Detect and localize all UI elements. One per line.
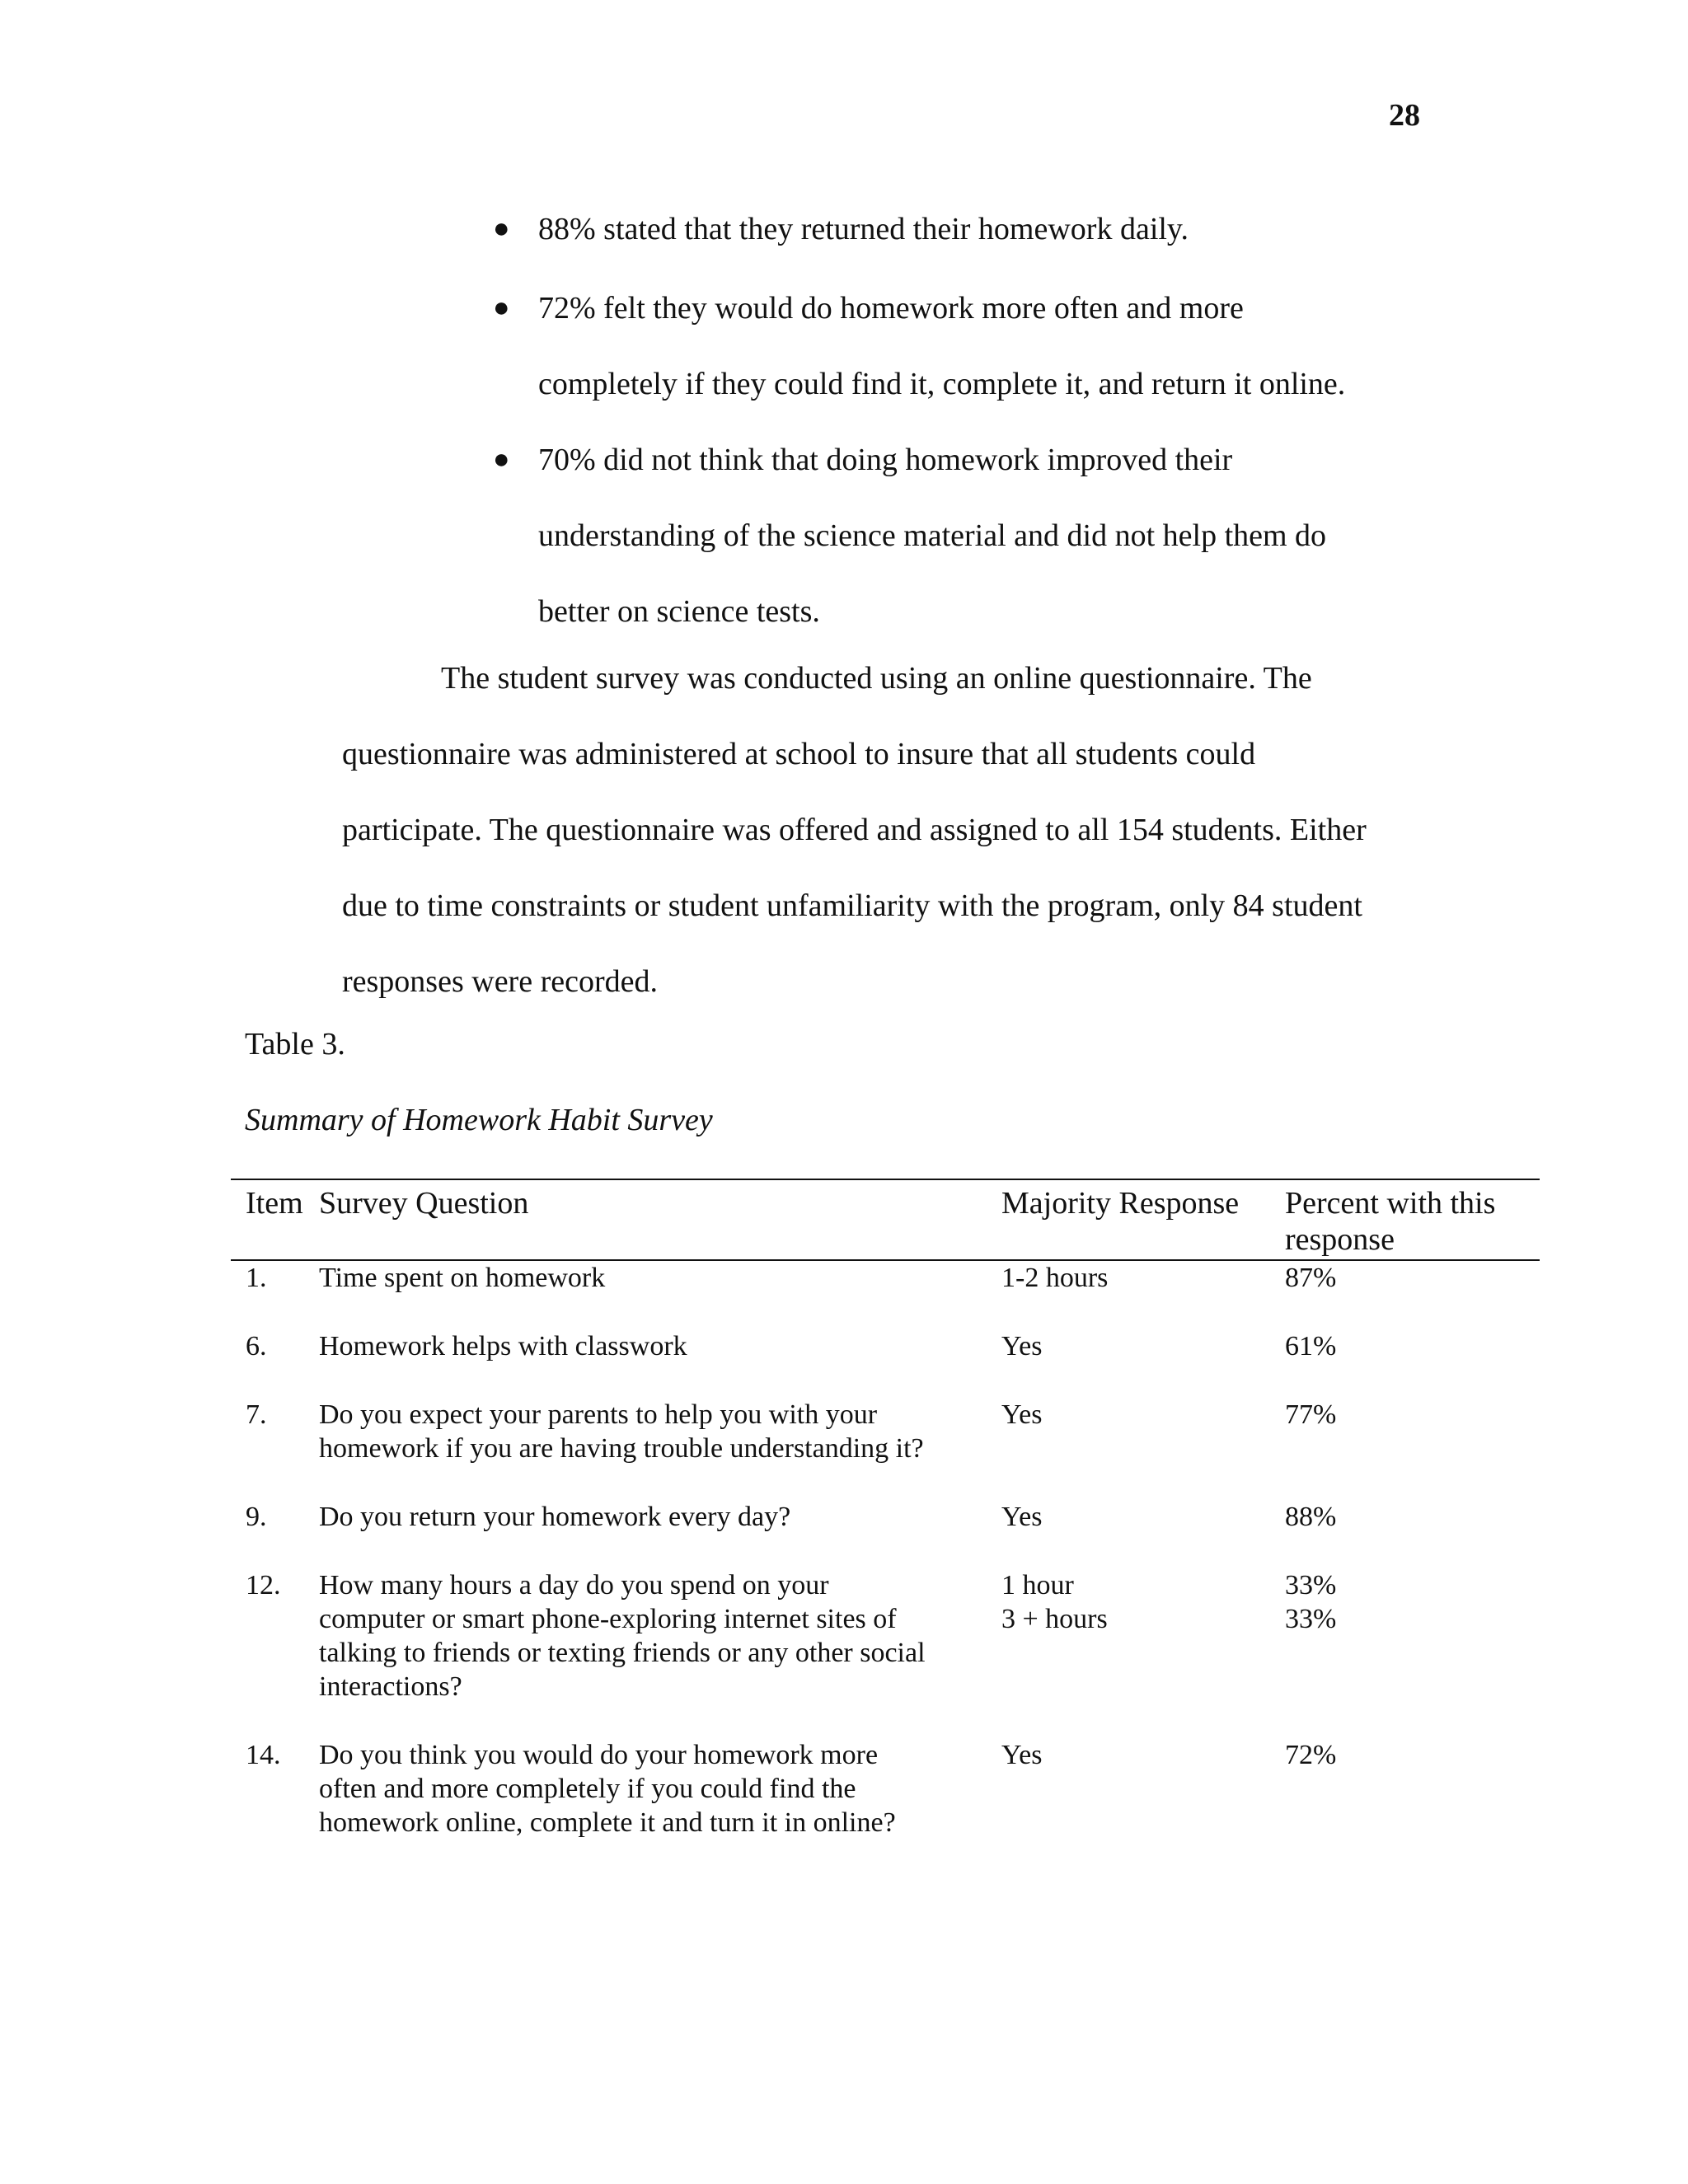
cell-item: 9. bbox=[246, 1502, 267, 1532]
bullet-line: 72% felt they would do homework more often and more bbox=[538, 291, 1244, 326]
bullet-line: 88% stated that they returned their homework daily. bbox=[538, 212, 1189, 246]
header-item: Item bbox=[231, 1179, 304, 1260]
bullet-item bbox=[493, 270, 1482, 422]
cell-item: 1. bbox=[246, 1263, 267, 1293]
cell-item: 6. bbox=[246, 1331, 267, 1361]
bullet-dot-icon: ● bbox=[493, 293, 510, 323]
paragraph-line: questionnaire was administered at school to insure that all students could bbox=[342, 737, 1256, 771]
cell-percent: 72% bbox=[1285, 1740, 1337, 1770]
bullet-line: 70% did not think that doing homework improved their bbox=[538, 443, 1233, 477]
cell-item: 7. bbox=[246, 1399, 267, 1430]
cell-question: How many hours a day do you spend on your computer or smart phone-exploring internet sites of talking to friends or texting friends or any other social interactions? bbox=[319, 1570, 926, 1702]
bullet-line: completely if they could find it, complete it, and return it online. bbox=[538, 367, 1346, 401]
table-row bbox=[231, 1500, 1540, 1568]
cell-response: 1-2 hours bbox=[1001, 1263, 1109, 1293]
page-number: 28 bbox=[1389, 98, 1420, 133]
cell-percent: 77% bbox=[1285, 1399, 1337, 1430]
cell-item: 12. bbox=[246, 1570, 281, 1601]
bullet-item bbox=[493, 422, 1482, 649]
bullet-list bbox=[493, 191, 1482, 649]
cell-response: Yes bbox=[1001, 1502, 1043, 1532]
paragraph-line: responses were recorded. bbox=[342, 964, 658, 999]
paragraph-line: due to time constraints or student unfamiliarity with the program, only 84 student bbox=[342, 888, 1362, 923]
cell-response: Yes bbox=[1001, 1399, 1043, 1430]
cell-percent: 87% bbox=[1285, 1263, 1337, 1293]
bullet-dot-icon: ● bbox=[493, 213, 510, 244]
cell-item: 14. bbox=[246, 1740, 281, 1770]
header-percent: Percent with this response bbox=[1270, 1179, 1540, 1260]
body-paragraph bbox=[342, 640, 1430, 1019]
cell-question: Do you think you would do your homework more often and more completely if you could find the homework online, complete it and turn it in online? bbox=[319, 1740, 896, 1838]
bullet-dot-icon: ● bbox=[493, 444, 510, 475]
survey-table bbox=[231, 1179, 1540, 1874]
table-row bbox=[231, 1568, 1540, 1738]
bullet-item bbox=[493, 191, 1482, 270]
cell-percent: 61% bbox=[1285, 1331, 1337, 1361]
cell-percent: 88% bbox=[1285, 1502, 1337, 1532]
table-title: Summary of Homework Habit Survey bbox=[245, 1103, 713, 1137]
cell-question: Homework helps with classwork bbox=[319, 1331, 687, 1361]
bullet-line: better on science tests. bbox=[538, 594, 820, 629]
cell-question: Time spent on homework bbox=[319, 1263, 606, 1293]
header-question: Survey Question bbox=[304, 1179, 987, 1260]
cell-response: Yes bbox=[1001, 1331, 1043, 1361]
table-row bbox=[231, 1738, 1540, 1874]
table-row bbox=[231, 1398, 1540, 1500]
cell-response: Yes bbox=[1001, 1740, 1043, 1770]
cell-response: 1 hour 3 + hours bbox=[1001, 1570, 1108, 1634]
cell-question: Do you return your homework every day? bbox=[319, 1502, 791, 1532]
table-header-row bbox=[231, 1179, 1540, 1260]
table-row bbox=[231, 1329, 1540, 1398]
bullet-line: understanding of the science material and did not help them do bbox=[538, 518, 1327, 553]
paragraph-line: participate. The questionnaire was offered and assigned to all 154 students. Either bbox=[342, 813, 1367, 847]
paragraph-line: The student survey was conducted using an online questionnaire. The bbox=[441, 661, 1312, 696]
header-response: Majority Response bbox=[987, 1179, 1270, 1260]
cell-percent: 33% 33% bbox=[1285, 1570, 1337, 1634]
cell-question: Do you expect your parents to help you with your homework if you are having trouble understanding it? bbox=[319, 1399, 924, 1464]
table-row bbox=[231, 1260, 1540, 1329]
table-label: Table 3. bbox=[245, 1027, 345, 1062]
